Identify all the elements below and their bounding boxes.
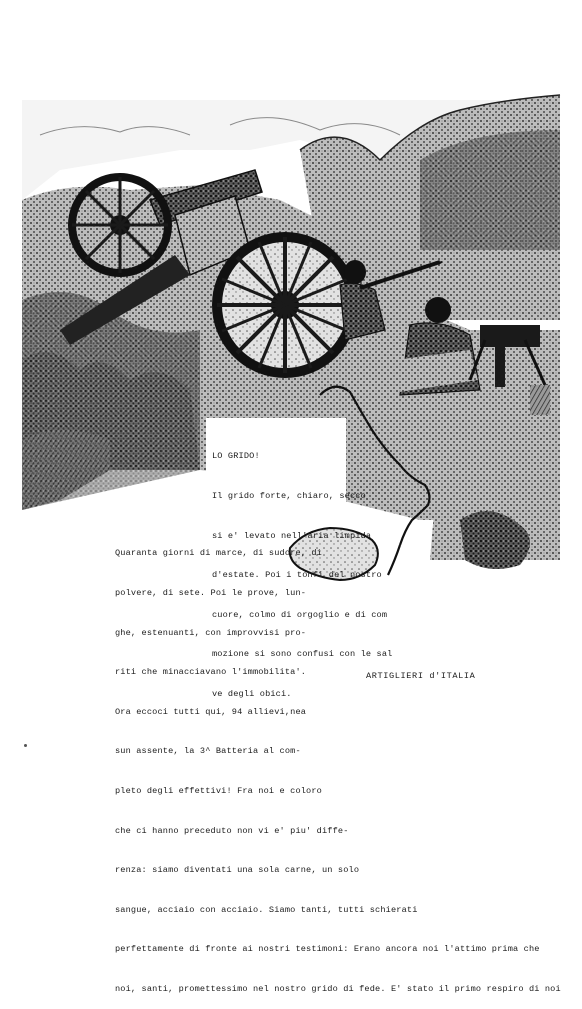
opening-line: mozione si sono confusi con le sal: [212, 649, 393, 660]
opening-line: ve degli obici.: [212, 688, 292, 699]
body-line: Ora eccoci tutti qui, 94 allievi,nea: [115, 706, 307, 717]
body-text-block: [115, 521, 561, 1009]
body-line: che ci hanno preceduto non vi e' piu' diffe-: [115, 825, 349, 836]
opening-line: cuore, colmo di orgoglio e di com: [212, 609, 388, 620]
cannon-rear-wheel: [72, 177, 168, 273]
page-speck: [24, 744, 27, 747]
body-line: pleto degli effettivi! Fra noi e coloro: [115, 785, 322, 796]
body-line: renza: siamo diventati una sola carne, un solo: [115, 865, 360, 876]
body-line: perfettamente di fronte ai nostri testimoni: Erano ancora noi l'attimo prima che: [115, 944, 540, 955]
body-line: sangue, acciaio con acciaio. Siamo tanti, tutti schierati: [115, 904, 418, 915]
signature: ARTIGLIERI d'ITALIA: [366, 671, 476, 681]
body-line: polvere, di sete. Poi le prove, lun-: [115, 588, 307, 598]
opening-line: d'estate. Poi i tonfi del nostro: [212, 570, 382, 581]
body-line: noi, santi, promettessimo nel nostro grido di fede. E' stato il primo respiro di noi: [115, 983, 561, 994]
body-line: ghe, estenuanti, con improvvisi pro-: [115, 627, 307, 638]
opening-line: LO GRIDO!: [212, 451, 260, 462]
body-line: Quaranta giorni di marce, di sudore, di: [115, 548, 322, 559]
opening-line: Il grido forte, chiaro, secco: [212, 491, 366, 501]
body-line: sun assente, la 3^ Batteria al com-: [115, 746, 301, 757]
body-line: riti che minacciavano l'immobilita'.: [115, 667, 307, 678]
opening-line: si e' levato nell'aria limpida: [212, 530, 372, 541]
cannon-front-wheel: [217, 237, 353, 373]
